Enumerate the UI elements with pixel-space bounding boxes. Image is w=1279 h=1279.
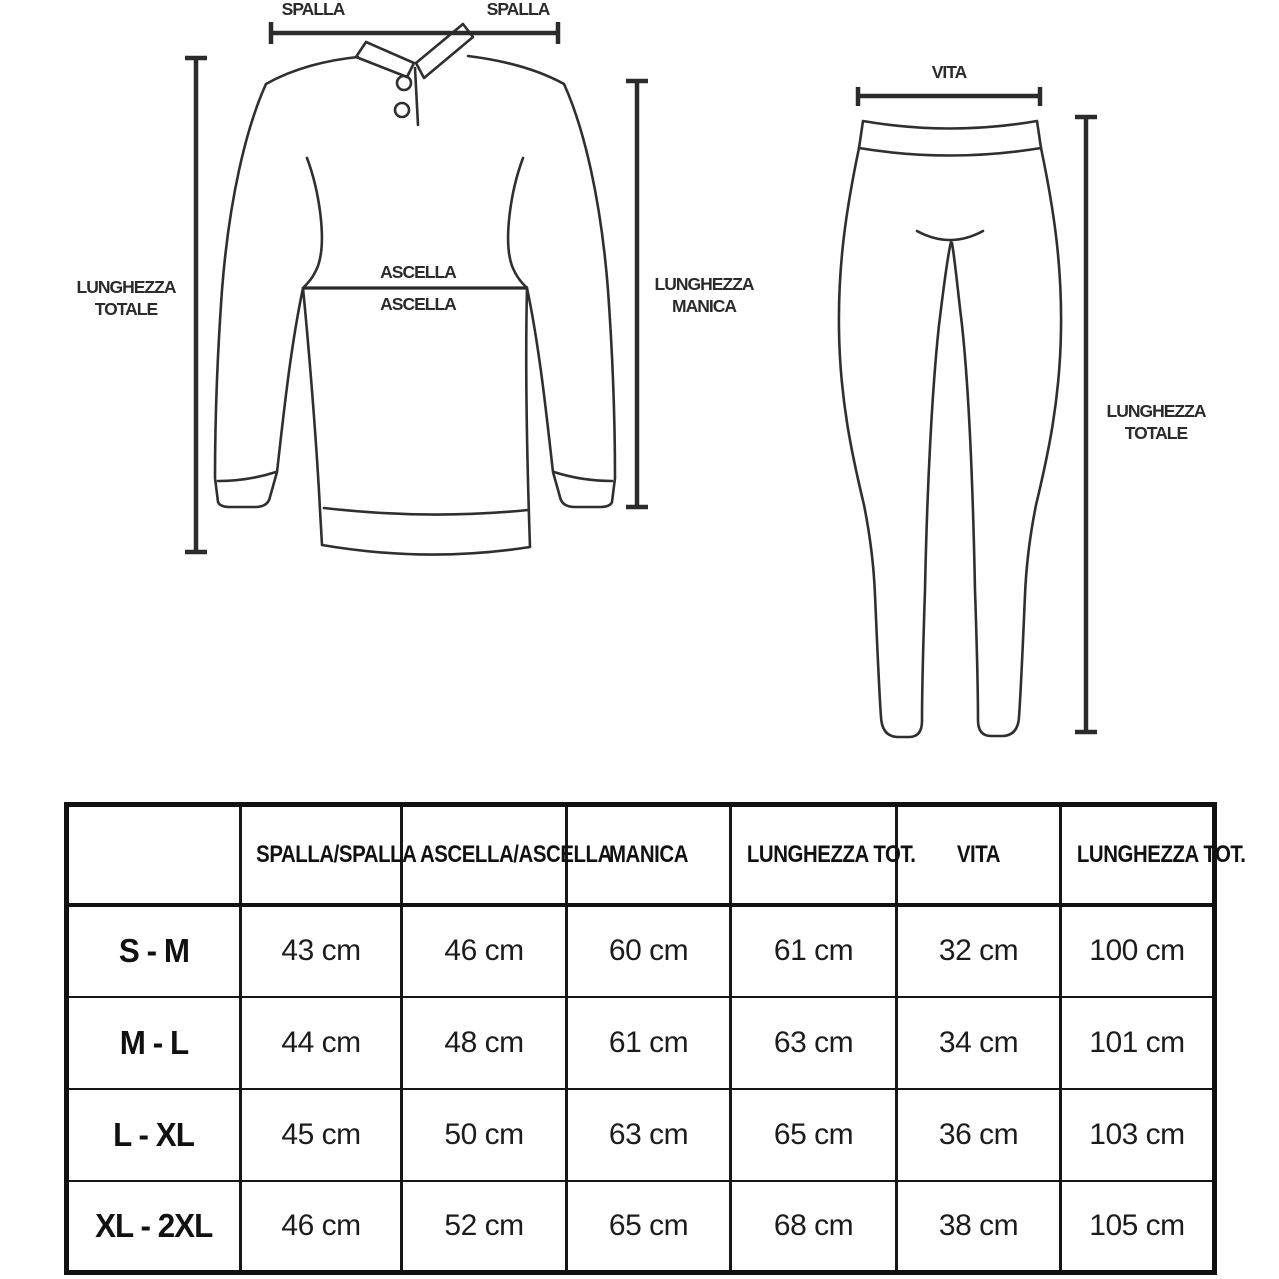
product-name-line1: GIVOVA — [111, 825, 197, 854]
table-row — [67, 997, 1215, 1089]
value-cell: 63 cm — [731, 997, 897, 1089]
shirt-button-top — [397, 76, 411, 90]
product-header-cell — [67, 805, 241, 905]
label-spalla-right: SPALLA — [486, 0, 550, 19]
value-cell: 43 cm — [241, 905, 402, 997]
shirt-right-armhole — [508, 158, 527, 288]
shirt-left-cuff-line — [218, 472, 276, 481]
value-cell: 65 cm — [567, 1181, 731, 1273]
value-cell: 32 cm — [897, 905, 1061, 997]
shirt-right-cuff-line — [554, 472, 612, 481]
value-cell: 105 cm — [1061, 1181, 1215, 1273]
value-cell: 103 cm — [1061, 1089, 1215, 1181]
label-ascella-bottom: ASCELLA — [380, 294, 456, 314]
column-header-label: MANICA — [608, 840, 689, 868]
size-label: M - L — [119, 1023, 189, 1061]
value-cell: 45 cm — [241, 1089, 402, 1181]
column-header-label: LUNGHEZZA TOT. — [1076, 840, 1246, 868]
value-cell: 61 cm — [731, 905, 897, 997]
label-pants-length-2: TOTALE — [1124, 423, 1188, 443]
value-cell: 36 cm — [897, 1089, 1061, 1181]
label-sleeve-length-2: MANICA — [672, 296, 736, 316]
value-cell: 63 cm — [567, 1089, 731, 1181]
label-vita: VITA — [931, 62, 967, 82]
size-cell — [67, 1181, 241, 1273]
size-label: S - M — [118, 932, 190, 969]
value-cell: 100 cm — [1061, 905, 1215, 997]
size-table — [64, 802, 1246, 1275]
shirt-placket — [415, 68, 418, 125]
value-cell: 46 cm — [402, 905, 567, 997]
value-cell: 48 cm — [402, 997, 567, 1089]
column-header-ascella — [402, 805, 612, 905]
label-shirt-length-2: TOTALE — [94, 299, 158, 319]
shirt-left-armhole — [303, 158, 322, 288]
size-cell — [67, 905, 241, 997]
size-cell — [67, 1089, 241, 1181]
shirt-hem-line — [324, 508, 528, 515]
shirt-collar-left — [356, 42, 414, 77]
value-cell: 61 cm — [567, 997, 731, 1089]
size-cell — [67, 997, 241, 1089]
column-header-label: ASCELLA/ASCELLA — [419, 840, 612, 868]
table-header-row — [67, 805, 1215, 905]
value-cell: 50 cm — [402, 1089, 567, 1181]
shirt-left-shoulder — [266, 57, 358, 84]
value-cell: 44 cm — [241, 997, 402, 1089]
value-cell: 101 cm — [1061, 997, 1215, 1089]
value-cell: 38 cm — [897, 1181, 1061, 1273]
table-row — [67, 905, 1215, 997]
label-pants-length-1: LUNGHEZZA — [1106, 401, 1206, 421]
value-cell: 52 cm — [402, 1181, 567, 1273]
column-header-vita — [897, 805, 1061, 905]
value-cell: 60 cm — [567, 905, 731, 997]
column-header-spalla — [241, 805, 417, 905]
size-label: XL - 2XL — [95, 1206, 213, 1244]
pants-left-leg — [839, 148, 951, 737]
product-name-line2: TUTA DONNA — [81, 855, 227, 884]
shirt-button-bottom — [395, 103, 409, 117]
table-row — [67, 1181, 1215, 1273]
value-cell: 46 cm — [241, 1181, 402, 1273]
column-header-lunghezza-tot-pants — [1061, 805, 1246, 905]
shirt-left-sleeve — [215, 84, 303, 507]
label-ascella-top: ASCELLA — [380, 262, 456, 282]
pants-drawing — [839, 121, 1061, 737]
value-cell: 68 cm — [731, 1181, 897, 1273]
column-header-label: SPALLA/SPALLA — [256, 840, 417, 868]
size-label: L - XL — [113, 1115, 195, 1153]
pants-waistband — [859, 121, 1041, 156]
column-header-label: LUNGHEZZA TOT. — [746, 840, 916, 868]
label-sleeve-length-1: LUNGHEZZA — [654, 274, 754, 294]
column-header-label: VITA — [956, 840, 1001, 868]
table-row — [67, 1089, 1215, 1181]
label-shirt-length-1: LUNGHEZZA — [76, 277, 176, 297]
column-header-lunghezza-tot — [731, 805, 916, 905]
pants-crotch-curve — [917, 231, 983, 240]
value-cell: 34 cm — [897, 997, 1061, 1089]
label-spalla-left: SPALLA — [281, 0, 345, 19]
shirt-right-sleeve — [527, 84, 615, 507]
value-cell: 65 cm — [731, 1089, 897, 1181]
shirt-right-shoulder — [468, 56, 564, 84]
